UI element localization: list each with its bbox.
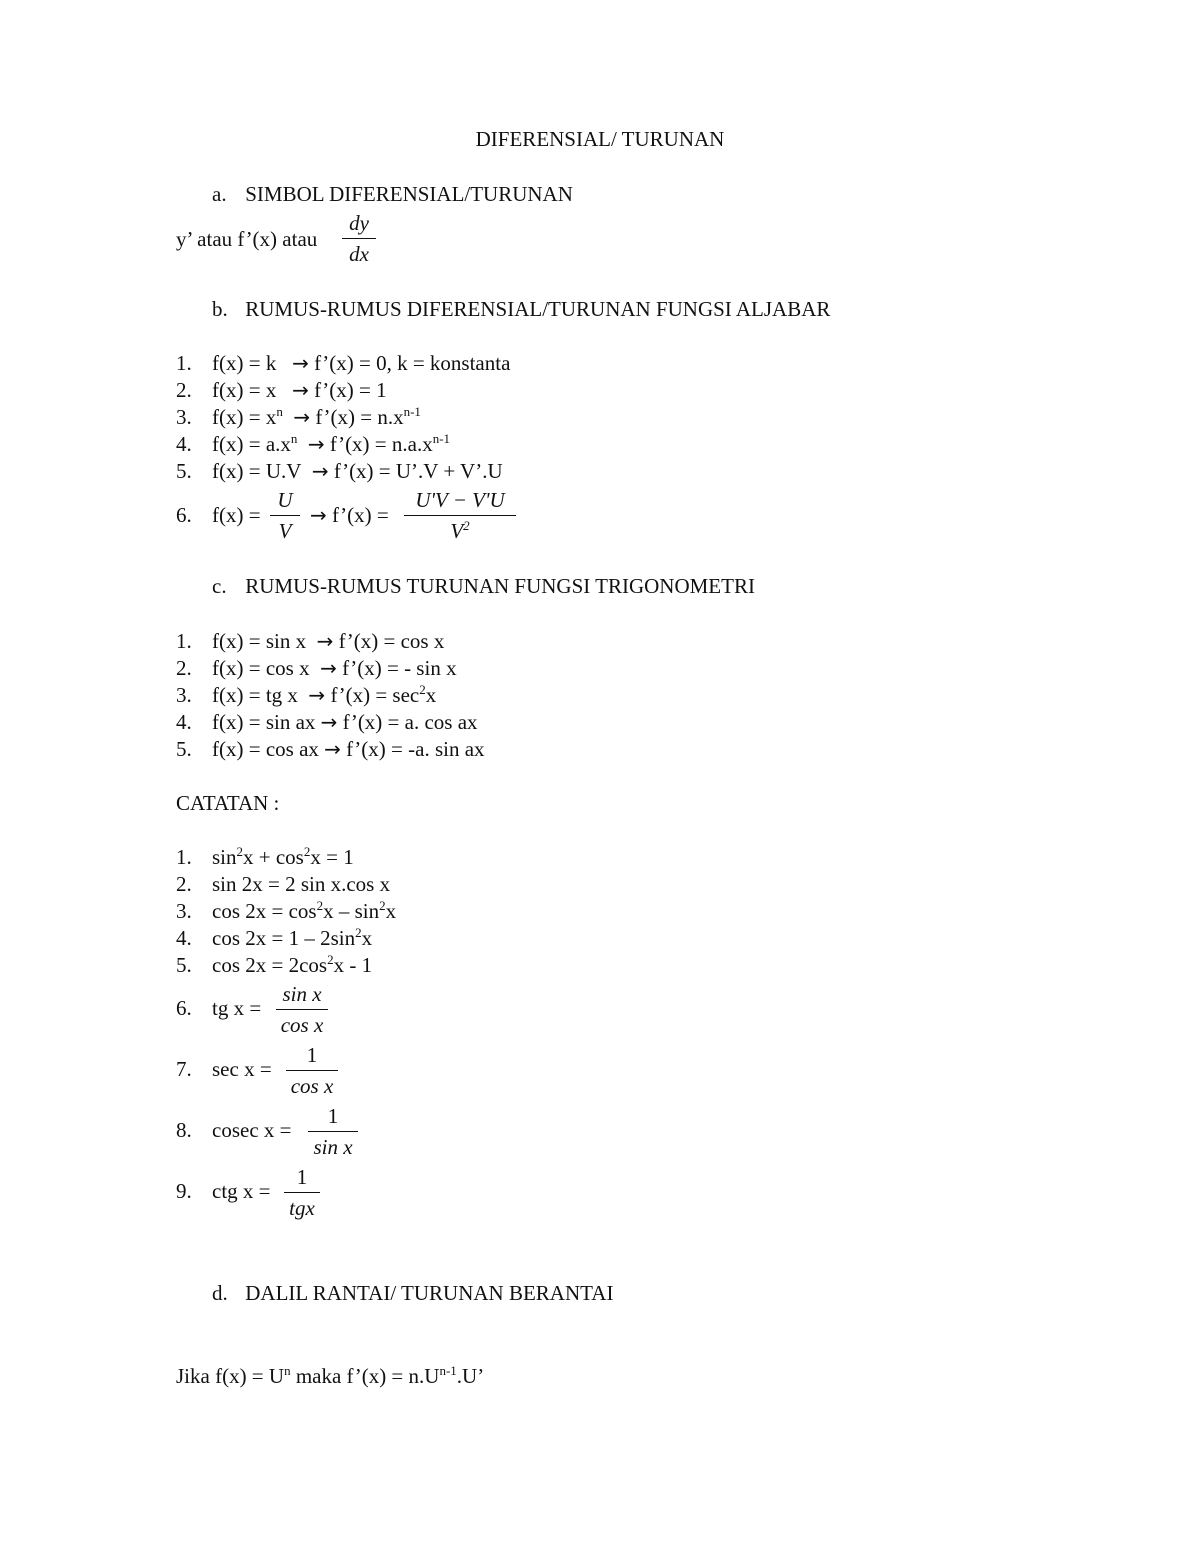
formula-part: cos 2x = 2cos [212, 953, 328, 977]
item-lhs: f(x) = a.x [212, 432, 291, 456]
item-lhs: f(x) = sin x [212, 629, 307, 653]
cosec-fraction [308, 1102, 358, 1161]
arrow-right-icon: → [310, 503, 327, 527]
item-number: 2. [176, 378, 192, 402]
item-lhs: f(x) = k [212, 351, 277, 375]
section-c-title: RUMUS-RUMUS TURUNAN FUNGSI TRIGONOMETRI [245, 574, 755, 598]
list-item [176, 459, 503, 484]
formula-part: x - 1 [333, 953, 373, 977]
section-c-heading [212, 574, 755, 599]
arrow-right-icon: → [311, 459, 329, 483]
item-rhs: f’(x) = cos x [338, 629, 445, 653]
frac-numerator: 1 [296, 1165, 308, 1189]
list-item [176, 1179, 271, 1204]
list-item [176, 1057, 272, 1082]
list-item [176, 996, 261, 1021]
item-rhs: f’(x) = 1 [314, 378, 387, 402]
frac-denominator-base: V [450, 519, 464, 543]
formula-part: .U’ [456, 1364, 485, 1388]
list-item [176, 683, 436, 708]
frac-bar [342, 238, 376, 239]
formula-part: sin [212, 845, 237, 869]
arrow-right-icon: → [308, 683, 326, 707]
arrow-right-icon: → [292, 351, 309, 375]
item-number: 1. [176, 351, 192, 375]
item-number: 1. [176, 629, 192, 653]
frac-numerator: dy [349, 211, 369, 235]
section-d-title: DALIL RANTAI/ TURUNAN BERANTAI [245, 1281, 614, 1305]
superscript: n-1 [432, 431, 451, 446]
item-lhs: f(x) = cos ax [212, 737, 319, 761]
frac-bar [270, 515, 300, 516]
section-c-letter: c. [212, 574, 227, 598]
item-rhs: f’(x) = sec [330, 683, 420, 707]
arrow-right-icon: → [316, 629, 334, 653]
list-item [176, 953, 372, 978]
item-lhs: f(x) = [212, 503, 261, 527]
list-item [176, 503, 261, 528]
quotient-rule-fraction [404, 486, 516, 545]
section-a-title: SIMBOL DIFERENSIAL/TURUNAN [245, 182, 573, 206]
superscript: n-1 [439, 1363, 457, 1378]
frac-bar [404, 515, 516, 516]
item-number: 5. [176, 737, 192, 761]
frac-numerator: U [277, 488, 293, 512]
list-item [176, 432, 450, 457]
item-rhs: f’(x) = U’.V + V’.U [333, 459, 503, 483]
tg-fraction [276, 980, 328, 1039]
formula-part: x + cos [243, 845, 304, 869]
frac-bar [308, 1131, 358, 1132]
superscript: n-1 [403, 404, 421, 419]
ctg-fraction [284, 1163, 320, 1222]
item-rhs: f’(x) = a. cos ax [342, 710, 478, 734]
frac-denominator: V [278, 519, 292, 543]
item-number: 5. [176, 953, 192, 977]
superscript: 2 [303, 844, 311, 859]
item-number: 3. [176, 405, 192, 429]
frac-bar [286, 1070, 338, 1071]
frac-denominator: tgx [289, 1196, 315, 1220]
superscript: 2 [355, 925, 362, 940]
arrow-right-icon: → [320, 656, 337, 680]
superscript: n [284, 1363, 291, 1378]
arrow-right-icon: → [307, 432, 325, 456]
list-item [176, 1118, 291, 1143]
section-b-letter: b. [212, 297, 228, 321]
list-item [176, 378, 387, 403]
list-item [176, 629, 444, 654]
item-lhs: f(x) = x [212, 405, 277, 429]
section-a-letter: a. [212, 182, 227, 206]
frac-denominator: cos x [290, 1074, 334, 1098]
formula-part: sin 2x = 2 sin x.cos x [212, 872, 391, 896]
item-number: 8. [176, 1118, 192, 1142]
item-rhs: f’(x) = n.x [315, 405, 404, 429]
list-item [176, 737, 485, 762]
item-number: 3. [176, 899, 192, 923]
item-lhs: f(x) = sin ax [212, 710, 316, 734]
item-number: 4. [176, 432, 192, 456]
formula-part: sec x = [212, 1057, 272, 1081]
item-lhs: f(x) = U.V [212, 459, 302, 483]
superscript: 2 [463, 518, 470, 533]
frac-denominator [404, 517, 516, 545]
item-number: 3. [176, 683, 192, 707]
item-rhs: f’(x) = - sin x [342, 656, 457, 680]
list-item [176, 872, 390, 897]
list-item [176, 899, 396, 924]
item-rhs: f’(x) = n.a.x [329, 432, 433, 456]
superscript: 2 [316, 898, 324, 913]
frac-denominator: cos x [280, 1013, 324, 1037]
symbol-line: y’ atau f’(x) atau [176, 227, 318, 251]
list-item [176, 710, 478, 735]
item-number: 6. [176, 503, 192, 527]
item-rhs: f’(x) = 0, k = konstanta [314, 351, 511, 375]
arrow-right-icon: → [293, 405, 311, 429]
formula-part: tg x = [212, 996, 262, 1020]
item-number: 7. [176, 1057, 192, 1081]
item-number: 2. [176, 872, 192, 896]
superscript: 2 [236, 844, 244, 859]
formula-part: x [361, 926, 373, 950]
list-item [176, 351, 510, 376]
formula-part: Jika f(x) = U [176, 1364, 285, 1388]
item-number: 9. [176, 1179, 192, 1203]
superscript: 2 [327, 952, 334, 967]
frac-bar [284, 1192, 320, 1193]
page-title: DIFERENSIAL/ TURUNAN [475, 127, 725, 151]
item-rhs-tail: x [425, 683, 437, 707]
frac-numerator: 1 [306, 1043, 318, 1067]
list-item [176, 845, 354, 870]
section-b-heading [212, 297, 830, 322]
item-rhs: f’(x) = -a. sin ax [346, 737, 485, 761]
dy-dx-fraction [342, 209, 376, 268]
list-item [176, 405, 421, 430]
frac-numerator: 1 [327, 1104, 339, 1128]
item-6-rhs [310, 503, 389, 528]
formula-part: cos 2x = cos [212, 899, 317, 923]
formula-part: maka f’(x) = n.U [290, 1364, 440, 1388]
formula-part: cos 2x = 1 – 2sin [212, 926, 356, 950]
superscript: 2 [379, 898, 386, 913]
superscript: n [290, 431, 298, 446]
formula-part: x – sin [323, 899, 380, 923]
item-rhs: f’(x) = [332, 503, 389, 527]
chain-rule-line [176, 1364, 484, 1389]
frac-numerator: sin x [282, 982, 322, 1006]
formula-part: x [385, 899, 397, 923]
item-number: 5. [176, 459, 192, 483]
section-a-heading [212, 182, 573, 207]
item-lhs: f(x) = tg x [212, 683, 298, 707]
arrow-right-icon: → [324, 737, 341, 761]
item-number: 1. [176, 845, 192, 869]
section-d-letter: d. [212, 1281, 228, 1305]
frac-denominator: dx [349, 242, 369, 266]
list-item [176, 926, 372, 951]
arrow-right-icon: → [320, 710, 338, 734]
section-d-heading [212, 1281, 613, 1306]
list-item [176, 656, 457, 681]
item-number: 4. [176, 710, 192, 734]
formula-part: cosec x = [212, 1118, 292, 1142]
frac-bar [276, 1009, 328, 1010]
item-lhs: f(x) = cos x [212, 656, 310, 680]
superscript: 2 [419, 682, 426, 697]
catatan-heading: CATATAN : [176, 791, 280, 815]
formula-part: x = 1 [310, 845, 354, 869]
frac-denominator: sin x [313, 1135, 353, 1159]
item-number: 6. [176, 996, 192, 1020]
superscript: n [276, 404, 283, 419]
sec-fraction [286, 1041, 338, 1100]
u-over-v-fraction [270, 486, 300, 545]
item-lhs: f(x) = x [212, 378, 277, 402]
formula-part: ctg x = [212, 1179, 271, 1203]
item-number: 2. [176, 656, 192, 680]
item-number: 4. [176, 926, 192, 950]
section-b-title: RUMUS-RUMUS DIFERENSIAL/TURUNAN FUNGSI ALJABAR [245, 297, 831, 321]
arrow-right-icon: → [292, 378, 309, 402]
frac-numerator: U'V − V'U [415, 488, 505, 512]
